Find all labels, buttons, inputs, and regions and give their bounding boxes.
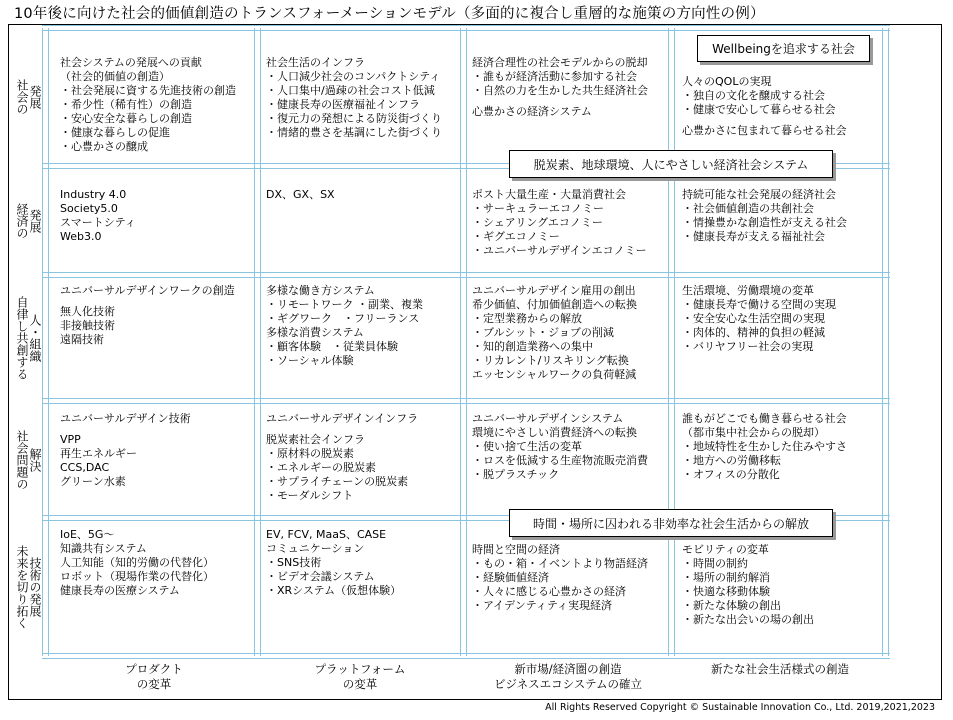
grid-hline [42,398,890,399]
cell-line: ・地域特性を生かした住みやすさ [682,440,847,453]
cell-line: Industry 4.0 [60,188,127,201]
grid-vline [882,28,883,656]
cell-line: ・希少性（稀有性）の創造 [60,98,192,111]
cell-line: ・脱プラスチック [472,468,560,481]
decarbon-callout: 脱炭素、地球環境、人にやさしい経済社会システム [509,150,833,178]
cell-line: ロボット（現場作業の代替化） [60,570,214,583]
cell-line: ・健康な暮らしの促進 [60,126,170,139]
page-title: 10年後に向けた社会的価値創造のトランスフォーメーションモデル（多面的に複合し重層的な施策の方向性の例） [14,6,765,22]
cell-line [60,426,191,433]
cell-line: 社会システムの発展への貢献 [60,56,202,69]
cell-line: ・健康長寿で働ける空間の実現 [682,298,836,311]
cell-line: エッセンシャルワークの負荷軽減 [472,368,637,381]
row-label [14,279,44,397]
cell-line: ・ロスを低減する生産物流販売消費 [472,454,648,467]
row-label-line: 技術の発展 [28,557,42,617]
matrix-cell [472,56,648,119]
column-label-line: プロダクト [125,662,183,676]
cell-line: ・人々に感じる心豊かさの経済 [472,585,626,598]
row-label-line: 社会の [15,79,29,115]
cell-line: ・復元力の発想による防災街づくり [266,112,442,125]
cell-line: ・ユニバーサルデザインエコノミー [472,244,647,257]
row-label-line: 発展 [28,85,42,109]
cell-line: （社会的価値の創造） [60,70,170,83]
cell-line: ・オフィスの分散化 [682,468,780,481]
grid-hline [42,653,890,654]
row-label [14,405,44,514]
cell-line [472,98,648,105]
matrix-cell [472,284,637,382]
row-label-line: 自律し共創する [15,296,29,380]
matrix-cell [472,412,648,482]
matrix-cell [266,284,423,368]
matrix-cell [266,412,418,503]
cell-line: 人工知能（知的労働の代替化） [60,556,214,569]
cell-line: ・地方への労働移転 [682,454,781,467]
grid-vline [674,28,675,656]
column-label-line: プラットフォーム [314,662,406,676]
cell-line: ・健康長寿の医療福祉インフラ [266,98,420,111]
matrix-cell [472,188,647,258]
cell-line: スマートシティ [60,216,136,229]
cell-line: ・誰もが経済活動に参加する社会 [472,70,637,83]
matrix-cell [472,543,648,613]
grid-hline [42,25,890,26]
cell-line: ・経験価値経済 [472,571,549,584]
cell-line: ・アイデンティティ実現経済 [472,599,613,612]
grid-vline [48,28,49,656]
cell-line [60,298,235,305]
cell-line: ・情緒的豊さを基調にした街づくり [266,126,442,139]
cell-line: ・肉体的、精神的負担の軽減 [682,326,825,339]
cell-line: 遠隔技術 [60,333,104,346]
grid-hline [42,277,890,278]
cell-line: ・バリヤフリー社会の実現 [682,340,814,353]
cell-line: ユニバーサルデザイン雇用の創出 [472,284,636,297]
cell-line: 希少価値、付加価値創造への転換 [472,298,637,311]
column-label-line: の変革 [136,677,172,691]
cell-line: ・もの・箱・イベントより物語経済 [472,557,648,570]
cell-line: 知識共有システム [60,542,147,555]
cell-line: ・SNS技術 [266,556,322,569]
cell-line: CCS,DAC [60,461,110,474]
matrix-cell [682,412,847,482]
cell-line: ・原材料の脱炭素 [266,447,354,460]
cell-line: VPP [60,433,81,446]
cell-line: ・快適な移動体験 [682,585,770,598]
cell-line: 再生エネルギー [60,447,137,460]
cell-line [266,426,418,433]
cell-line: ・シェアリングエコノミー [472,216,603,229]
grid-vline [254,28,255,656]
matrix-cell [60,56,236,154]
cell-line: ・新たな出会いの場の創出 [682,613,814,626]
cell-line: ユニバーサルデザインシステム [472,412,624,425]
cell-line: 脱炭素社会インフラ [266,433,365,446]
grid-vline [668,28,669,656]
matrix-cell [266,528,401,598]
cell-line: ・ビデオ会議システム [266,570,375,583]
cell-line: 健康長寿の医療システム [60,584,180,597]
row-label-line: 経済の [15,202,29,239]
column-label [260,662,460,692]
cell-line: 時間と空間の経済 [472,543,560,556]
cell-line: ・健康で安心して暮らせる社会 [682,103,836,116]
matrix-cell [60,528,214,598]
cell-line: ・定型業務からの解放 [472,312,582,325]
matrix-cell [682,284,836,354]
cell-line: ユニバーサルデザインインフラ [266,412,419,425]
cell-line: 生活環境、労働環境の変革 [682,284,814,297]
cell-line: Society5.0 [60,202,118,215]
row-label [14,32,44,162]
cell-line: ・場所の制約解消 [682,571,770,584]
matrix-cell [682,68,847,138]
column-label-line: ビジネスエコシステムの確立 [493,677,642,691]
cell-line: 持続可能な社会発展の経済社会 [682,188,836,201]
copyright: All Rights Reserved Copyright © Sustainable Innovation Co., Ltd. 2019,2021,2023 [545,702,935,713]
grid-hline [42,658,890,659]
row-label [14,522,44,652]
cell-line: 多様な働き方システム [266,284,375,297]
cell-line: ・リモートワーク ・副業、複業 [266,298,424,311]
row-label-line: 発展 [28,208,42,233]
column-label [680,662,880,677]
grid-vline [888,28,889,656]
cell-line: ユニバーサルデザインワークの創造 [60,284,235,297]
cell-line: 誰もがどこでも働き暮らせる社会 [682,412,847,425]
cell-line: グリーン水素 [60,475,126,488]
cell-line: ポスト大量生産・大量消費社会 [472,188,626,201]
row-label-line: 人・組織 [28,314,42,362]
matrix-cell [682,188,847,244]
column-label-line: の変革 [342,677,378,691]
cell-line: モビリティの変革 [682,543,769,556]
row-label-line: 解決 [28,447,42,472]
liberation-callout: 時間・場所に囚われる非効率な社会生活からの解放 [509,509,833,537]
column-label-line: 新市場/経済圏の創造 [514,662,622,676]
cell-line: ・情操豊かな創造性が支える社会 [682,216,847,229]
cell-line: Web3.0 [60,230,102,243]
column-label [468,662,668,692]
cell-line: ・使い捨て生活の変革 [472,440,582,453]
cell-line: ・ブルシット・ジョブの削減 [472,326,614,339]
cell-line: ・ソーシャル体験 [266,354,354,367]
cell-line: ・ギグワーク ・フリーランス [266,312,420,325]
cell-line: ・XRシステム（仮想体験） [266,584,402,597]
row-label-line: 社会問題の [15,429,29,490]
cell-line: ・顧客体験 ・従業員体験 [266,340,398,353]
matrix-cell [266,188,335,202]
cell-line: ・ギグエコノミー [472,230,560,243]
cell-line [682,68,847,75]
matrix-cell [60,412,191,489]
column-label-line: 新たな社会生活様式の創造 [711,662,849,676]
cell-line [682,117,847,124]
wellbeing-callout: Wellbeingを追求する社会 [697,35,870,62]
cell-line: IoE、5G～ [60,528,115,541]
cell-line: コミュニケーション [266,542,365,555]
cell-line: ・人口減少社会のコンパクトシティ [266,70,441,83]
cell-line: 人々のQOLの実現 [682,75,772,88]
cell-line: 経済合理性の社会モデルからの脱却 [472,56,648,69]
matrix-cell [682,543,814,627]
cell-line: 環境にやさしい消費経済への転換 [472,426,637,439]
grid-hline [42,403,890,404]
cell-line: ・安心安全な暮らしの創造 [60,112,192,125]
cell-line: ・安全安心な生活空間の実現 [682,312,825,325]
cell-line: 心豊かさに包まれて暮らせる社会 [682,124,847,137]
cell-line: ・自然の力を生かした共生経済社会 [472,84,648,97]
row-label [14,170,44,271]
matrix-cell [60,188,136,244]
matrix-cell [60,284,235,347]
cell-line: EV, FCV, MaaS、CASE [266,528,387,541]
cell-line: 心豊かさの経済システム [472,105,592,118]
grid-hline [42,272,890,273]
cell-line: ・知的創造業務への集中 [472,340,593,353]
cell-line: ・人口集中/過疎の社会コスト低減 [266,84,435,97]
grid-vline [466,28,467,656]
row-label-line: 未来を切り拓く [15,545,29,629]
cell-line: （都市集中社会からの脱却） [682,426,825,439]
cell-line: ・独自の文化を醸成する社会 [682,89,825,102]
cell-line: ・サプライチェーンの脱炭素 [266,475,409,488]
grid-hline [42,30,890,31]
cell-line: ユニバーサルデザイン技術 [60,412,191,425]
cell-line: ・社会発展に資する先進技術の創造 [60,84,236,97]
cell-line: ・心豊かさの醸成 [60,140,148,153]
cell-line: 社会生活のインフラ [266,56,365,69]
cell-line: DX、GX、SX [266,188,335,201]
cell-line: ・エネルギーの脱炭素 [266,461,376,474]
grid-vline [260,28,261,656]
cell-line: 無人化技術 [60,305,115,318]
cell-line: ・サーキュラーエコノミー [472,202,604,215]
cell-line: ・健康長寿が支える福祉社会 [682,230,825,243]
cell-line: ・社会価値創造の共創社会 [682,202,814,215]
cell-line: ・リカレント/リスキリング転換 [472,354,629,367]
grid-vline [460,28,461,656]
cell-line: ・モーダルシフト [266,489,354,502]
cell-line: 多様な消費システム [266,326,364,339]
cell-line: ・時間の制約 [682,557,748,570]
matrix-cell [266,56,442,140]
cell-line: ・新たな体験の創出 [682,599,781,612]
cell-line: 非接触技術 [60,319,115,332]
column-label [54,662,254,692]
